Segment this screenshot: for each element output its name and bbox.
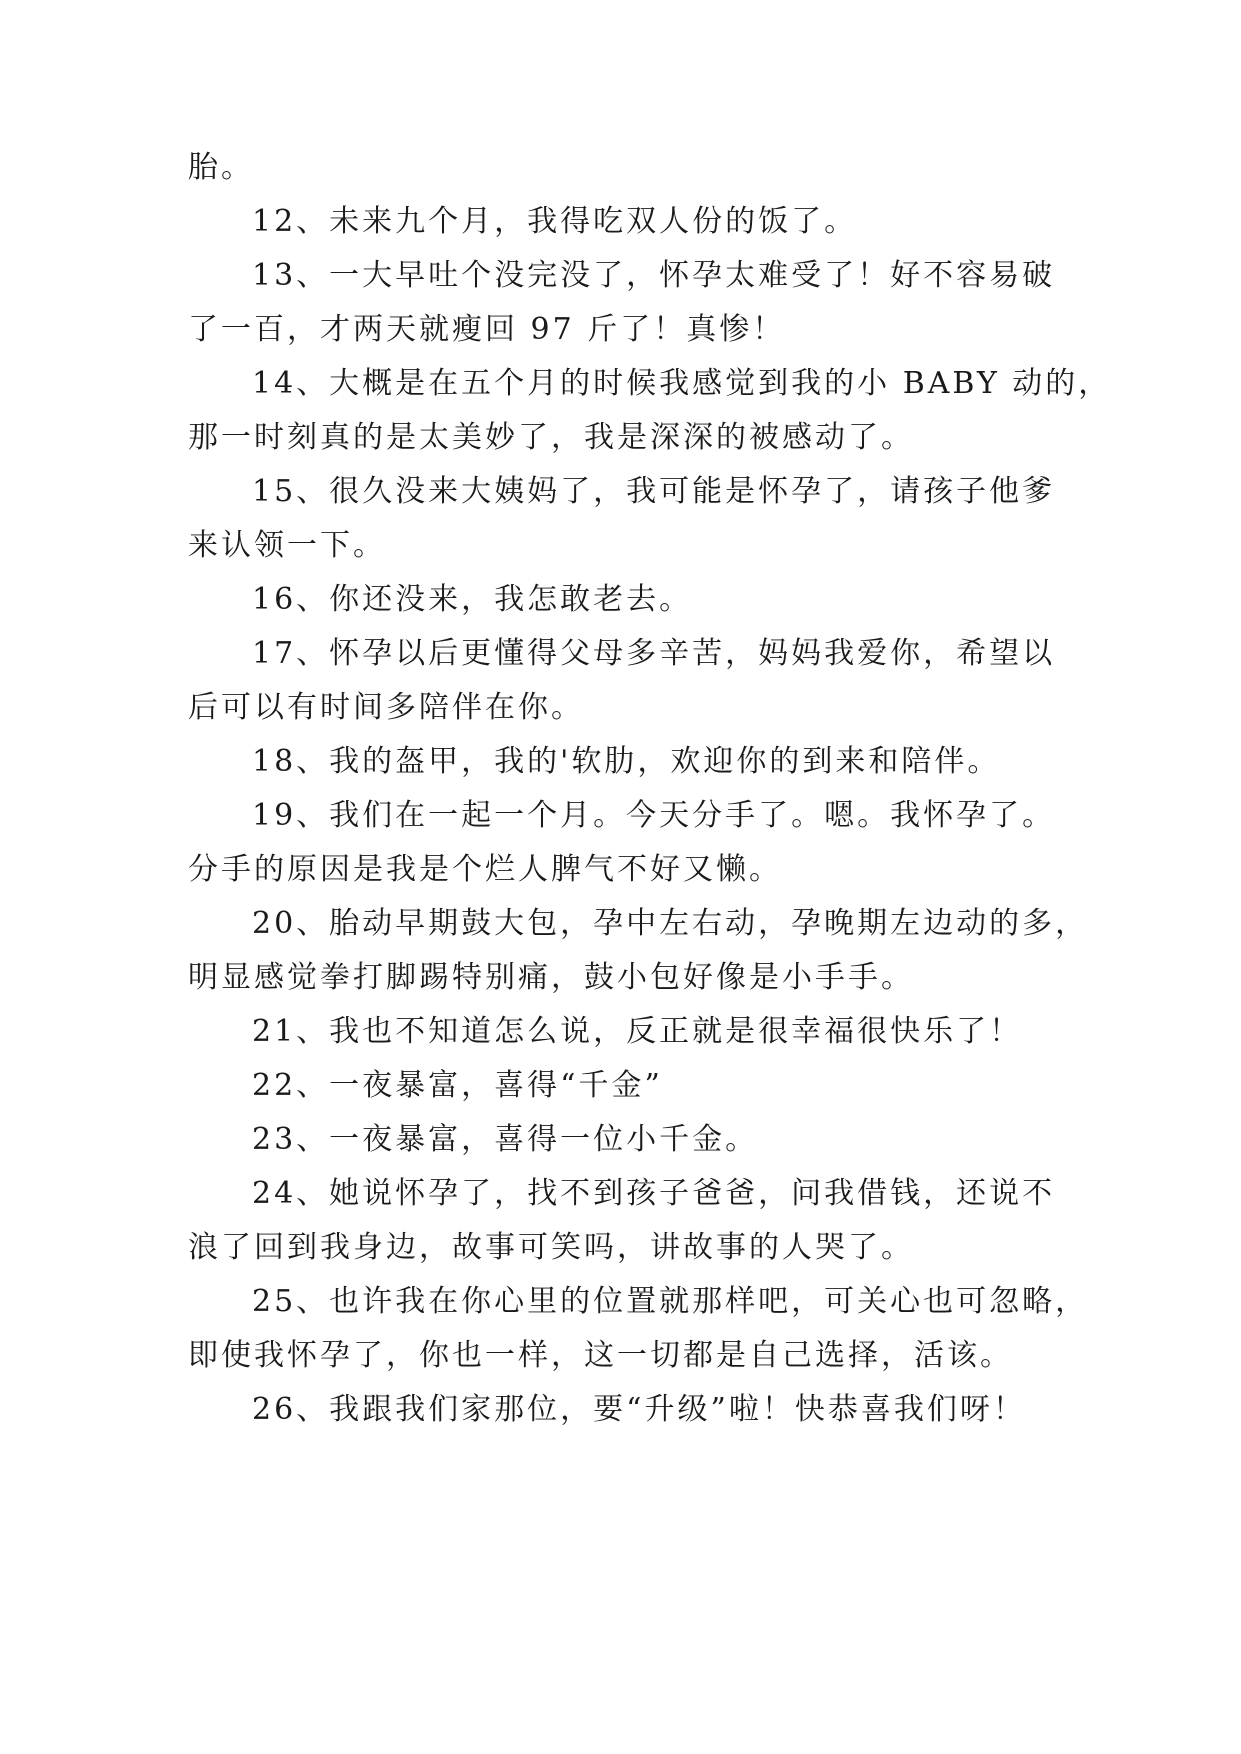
text-line-10: 17、怀孕以后更懂得父母多辛苦，妈妈我爱你，希望以 bbox=[252, 636, 1056, 671]
text-line-6: 那一时刻真的是太美妙了，我是深深的被感动了。 bbox=[188, 420, 914, 455]
text-line-4: 了一百，才两天就瘦回 97 斤了！真惨！ bbox=[188, 312, 786, 347]
text-line-14: 分手的原因是我是个烂人脾气不好又懒。 bbox=[188, 852, 782, 887]
text-line-18: 22、一夜暴富，喜得“千金” bbox=[252, 1068, 663, 1103]
text-line-12: 18、我的盔甲，我的'软肋，欢迎你的到来和陪伴。 bbox=[252, 744, 1001, 779]
text-line-7: 15、很久没来大姨妈了，我可能是怀孕了，请孩子他爹 bbox=[252, 474, 1056, 509]
text-line-21: 浪了回到我身边，故事可笑吗，讲故事的人哭了。 bbox=[188, 1230, 914, 1265]
text-line-16: 明显感觉拳打脚踢特别痛，鼓小包好像是小手手。 bbox=[188, 960, 914, 995]
text-line-24: 26、我跟我们家那位，要“升级”啦！快恭喜我们呀！ bbox=[252, 1392, 1026, 1427]
text-line-22: 25、也许我在你心里的位置就那样吧，可关心也可忽略， bbox=[252, 1284, 1089, 1319]
text-line-3: 13、一大早吐个没完没了，怀孕太难受了！好不容易破 bbox=[252, 258, 1056, 293]
text-line-20: 24、她说怀孕了，找不到孩子爸爸，问我借钱，还说不 bbox=[252, 1176, 1056, 1211]
text-line-23: 即使我怀孕了，你也一样，这一切都是自己选择，活该。 bbox=[188, 1338, 1013, 1373]
text-line-19: 23、一夜暴富，喜得一位小千金。 bbox=[252, 1122, 759, 1157]
text-line-15: 20、胎动早期鼓大包，孕中左右动，孕晚期左边动的多， bbox=[252, 906, 1089, 941]
text-line-17: 21、我也不知道怎么说，反正就是很幸福很快乐了！ bbox=[252, 1014, 1023, 1049]
text-line-9: 16、你还没来，我怎敢老去。 bbox=[252, 582, 693, 617]
text-line-2: 12、未来九个月，我得吃双人份的饭了。 bbox=[252, 204, 858, 239]
text-line-11: 后可以有时间多陪伴在你。 bbox=[188, 690, 584, 725]
text-line-13: 19、我们在一起一个月。今天分手了。嗯。我怀孕了。 bbox=[252, 798, 1056, 833]
text-line-5: 14、大概是在五个月的时候我感觉到我的小 BABY 动的， bbox=[252, 366, 1112, 401]
text-line-1: 胎。 bbox=[188, 150, 254, 185]
text-line-8: 来认领一下。 bbox=[188, 528, 386, 563]
